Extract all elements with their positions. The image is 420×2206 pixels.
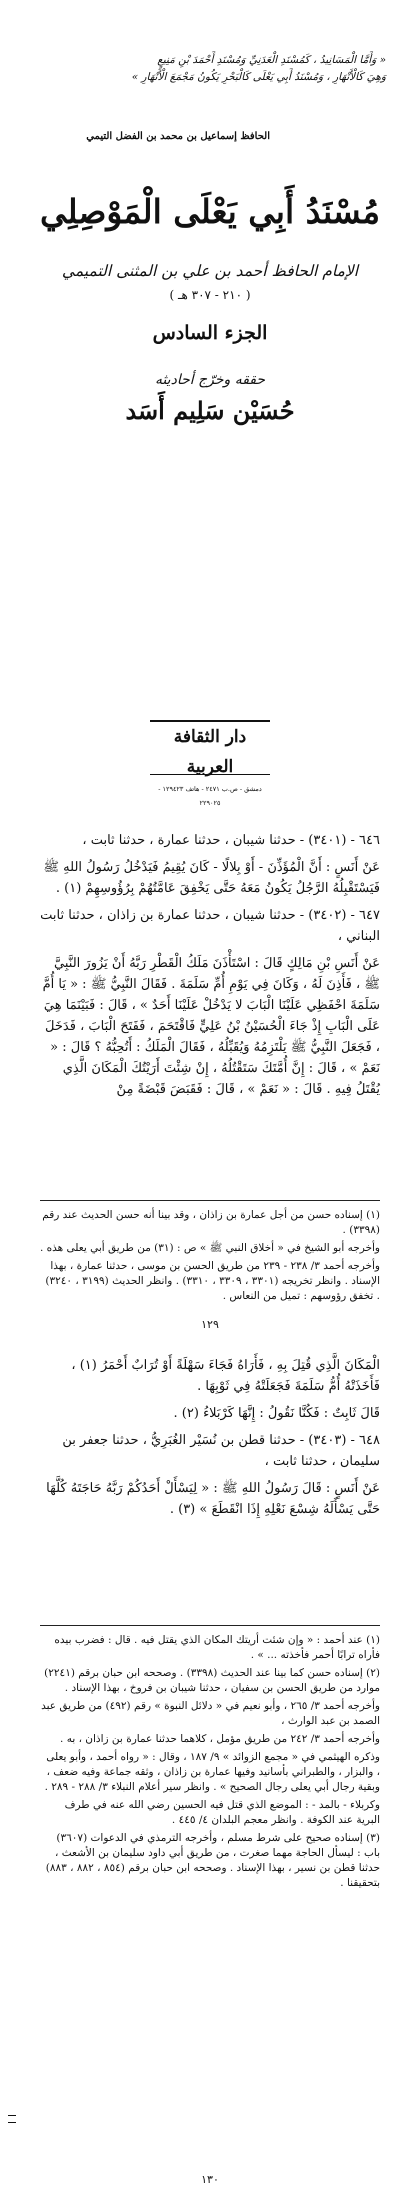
- hadith-matn: قَالَ ثَابِتٌ : فَكُنَّا نَقُولُ : إِنَّهَا كَرْبَلاءُ (٢) .: [173, 1406, 380, 1421]
- publisher-address: دمشق - ص.ب ٢٤٧١ - هاتف ١٢٩٤٢٣ - ٢٢٩٠٢٥: [158, 785, 262, 807]
- page-130-footnotes: [40, 1633, 380, 1891]
- page-129-body: [40, 830, 380, 1100]
- title-page: [0, 0, 420, 807]
- page-129-footnotes: [40, 1208, 380, 1304]
- epigraph-line: وَهِيَ كَالْأَنْهَارِ ، وَمُسْنَدُ أَبِي يَعْلَى كَالْبَحْرِ يَكُونُ مَجْمَعَ الْأَنْهَارِ »: [131, 71, 386, 83]
- page-number: ١٢٩: [201, 1318, 219, 1331]
- hadith-matn: الْمَكَانَ الَّذِي قُتِلَ بِهِ ، فَأَرَاهُ فَجَاءَ سَهْلَةً أَوْ تُرَابٌ أَحْمَرُ (١) ، فَأَخَذَتْهُ أُمُّ سَلَمَةَ فَجَعَلَتْهُ فِي ثَوْبِهَا .: [71, 1358, 380, 1394]
- volume: الجزء السادس: [152, 322, 268, 344]
- page-129: [0, 830, 420, 1330]
- publisher-logo: [150, 720, 270, 807]
- editor-name: حُسَيْن سَلِيم أَسَد: [125, 396, 295, 425]
- page-130-body: [40, 1355, 380, 1520]
- hadith-matn: عَنْ أَنَسٍ : قَالَ رَسُولُ اللهِ ﷺ : « لِيَسْأَلْ أَحَدُكُمْ رَبَّهُ حَاجَتَهُ كُلَّهَا حَتَّى يَسْأَلَهُ شِسْعَ نَعْلِهِ إِذَا انْقَطَعَ » (٣) .: [46, 1481, 380, 1517]
- footnote: وذكره الهيثمي في « مجمع الزوائد » ٩/ ١٨٧ ، وقال : « رواه أحمد ، وأبو يعلى ، والبزار ، والطبراني بأسانيد وفيها عمارة بن زاذان ، وثقه جماعة وفيه ضعف ، وبقية رجال أبي يعلى رجال الصحيح » . وانظر سير أعلام النبلاء ٣/ ٢٨٨ - ٢٨٩ .: [44, 1751, 380, 1793]
- hadith-matn: عَنْ أَنَسٍ : أَنَّ الْمُؤَذِّنَ - أَوْ بِلالًا - كَانَ يُقِيمُ فَيَدْخُلُ رَسُولُ اللهِ ﷺ فَيَسْتَقْبِلُهُ الرَّجُلُ يَكُونُ مَعَهُ حَتَّى يَخْفِقَ عَامَّتُهُمْ بِرُؤُوسِهِمْ (١) .: [43, 860, 380, 896]
- hadith-isnad: ٦٤٨ - (٣٤٠٣) - حدثنا قطن بن نُسَيْر الغُبَرِيُّ ، حدثنا جعفر بن سليمان ، حدثنا ثابت ،: [62, 1433, 380, 1469]
- editor-label: حققه وخرّج أحاديثه: [154, 372, 266, 388]
- publisher-name: دار الثقافة العربية: [173, 727, 247, 777]
- footnote: (٣) إسناده صحيح على شرط مسلم ، وأخرجه الترمذي في الدعوات (٣٦٠٧) باب : ليسأل الحاجة مهما صغرت ، من طريق أبي داود سليمان بن الأشعث ، حدثنا قطن بن نسير ، بهذا الإسناد . وصححه ابن حبان برقم (٨٥٤ ، ٨٨٢ ، ٨٨٣) بتحقيقنا .: [45, 1832, 380, 1889]
- footnote: وأخرجه أحمد ٣/ ٢٤٢ من طريق مؤمل ، كلاهما حدثنا عمارة بن زاذان ، به .: [60, 1733, 380, 1745]
- footnote: وأخرجه أحمد ٣/ ٢٣٨ - ٢٣٩ من طريق الحسن بن موسى ، حدثنا عمارة ، بهذا الإسناد . وانظر تخريجه (٣٣٠١ ، ٣٣٠٩ ، ٣٣١٠) . وانظر الحديث (٣١٩٩ ، ٣٢٤٠) . تخفق رؤوسهم : تميل من النعاس .: [45, 1260, 380, 1302]
- margin-mark: [8, 2115, 16, 2123]
- page-130: [0, 1355, 420, 2205]
- author-dates: ( ٢١٠ - ٣٠٧ هـ ): [169, 288, 251, 302]
- footnote: (١) إسناده حسن من أجل عمارة بن زاذان ، وقد بينا أنه حسن الحديث عند رقم (٣٣٩٨) .: [42, 1209, 380, 1236]
- hadith-isnad: ٦٤٧ - (٣٤٠٢) - حدثنا شيبان ، حدثنا عمارة بن زاذان ، حدثنا ثابت البناني ،: [40, 908, 380, 944]
- footnote-divider: [40, 1200, 380, 1201]
- attribution: الحافظ إسماعيل بن محمد بن الفضل التيمي: [86, 131, 270, 142]
- footnote: وأخرجه أبو الشيخ في « أخلاق النبي ﷺ » ص : (٣١) من طريق أبي يعلى هذه .: [39, 1242, 380, 1254]
- page-number: ١٣٠: [201, 2173, 219, 2186]
- hadith-isnad: ٦٤٦ - (٣٤٠١) - حدثنا شيبان ، حدثنا عمارة ، حدثنا ثابت ،: [82, 833, 380, 848]
- epigraph-line: « وَأَمَّا الْمَسَانِيدُ ، كَمُسْنَدِ الْعَدَنِيِّ وَمُسْنَدِ أَحْمَدَ بْنِ مَنِيعٍ: [157, 54, 386, 66]
- hadith-matn: عَنْ أَنَسِ بْنِ مَالِكٍ قَالَ : اسْتَأْذَنَ مَلَكُ الْقَطْرِ رَبَّهُ أَنْ يَزُورَ النَّبِيَّ ﷺ ، فَأَذِنَ لَهُ ، وَكَانَ فِي يَوْمِ أُمِّ سَلَمَةَ . فَقَالَ النَّبِيُّ ﷺ : « يَا أُمَّ سَلَمَةَ احْفَظِي عَلَيْنَا الْبَابَ لا يَدْخُلْ عَلَيْنَا أَحَدٌ » ، قَالَ : فَبَيْنَمَا هِيَ عَلَى الْبَابِ إِذْ جَاءَ الْحُسَيْنُ بْنُ عَلِيٍّ فَاقْتَحَمَ ، فَفَتَحَ الْبَابَ ، فَدَخَلَ ، فَجَعَلَ النَّبِيُّ ﷺ يَلْتَزِمُهُ وَيُقَبِّلُهُ ، فَقَالَ الْمَلَكُ : أَتُحِبُّهُ ؟ قَالَ : « نَعَمْ » ، قَالَ : إِنَّ أُمَّتَكَ سَتَقْتُلُهُ ، إِنْ شِئْتَ أَرَيْتُكَ الْمَكَانَ الَّذِي يُقْتَلُ فِيهِ . قَالَ : « نَعَمْ » ، قَالَ : فَقَبَضَ قَبْضَةً مِنْ: [42, 956, 380, 1097]
- author-line: الإمام الحافظ أحمد بن علي بن المثنى التميمي: [61, 262, 359, 280]
- epigraph: [86, 52, 386, 86]
- footnote: وكربلاء - بالمد - : الموضع الذي قتل فيه الحسين رضي الله عنه في طرف البرية عند الكوفة . وانظر معجم البلدان ٤/ ٤٤٥ .: [64, 1799, 380, 1826]
- footnote: (١) عند أحمد : « وإن شئت أريتك المكان الذي يقتل فيه . قال : فضرب بيده فأراه ترابًا أحمر فأخذته ... » .: [54, 1634, 380, 1661]
- footnote-divider: [40, 1625, 380, 1626]
- footnote: (٢) إسناده حسن كما بينا عند الحديث (٣٣٩٨) . وصححه ابن حبان برقم (٢٢٤١) موارد من طريق الحسن بن سفيان ، حدثنا شيبان بن فروخ ، بهذا الإسناد .: [44, 1667, 380, 1694]
- footnote: وأخرجه أحمد ٣/ ٢٦٥ ، وأبو نعيم في « دلائل النبوة » رقم (٤٩٢) من طريق عبد الصمد بن عبد الوارث ،: [41, 1700, 380, 1727]
- main-title: مُسْنَدُ أَبِي يَعْلَى الْمَوْصِلِي: [39, 192, 381, 231]
